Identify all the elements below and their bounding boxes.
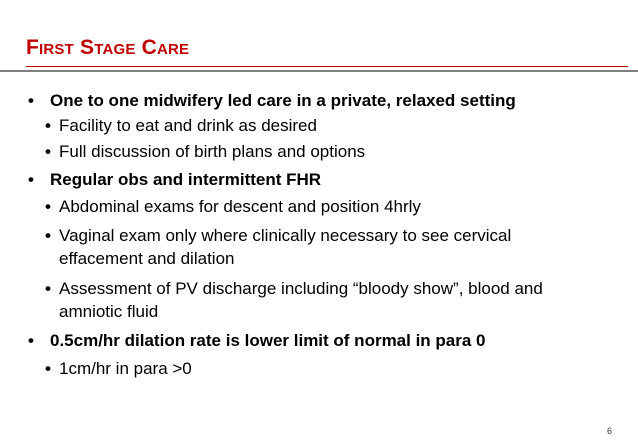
sub-bullet-item [45,115,317,137]
bullet-continuation: effacement and dilation [59,249,235,268]
bullet-text: Abdominal exams for descent and position 4hrly [59,197,421,216]
sub-bullet-item [45,358,192,380]
bullet-continuation: amniotic fluid [59,302,159,321]
slide-title: First Stage Care [26,36,190,59]
bullet-item [28,169,321,191]
bullet-item [28,330,486,352]
bullet-text: 1cm/hr in para >0 [59,359,192,378]
bullet-text: Facility to eat and drink as desired [59,116,317,135]
bullet-dot-icon: • [28,91,34,110]
sub-bullet-item [45,196,421,218]
sub-bullet-item [45,141,365,163]
sub-bullet-item [45,278,543,300]
bullet-text: Full discussion of birth plans and options [59,142,366,161]
bullet-dot-icon: • [45,279,51,298]
bullet-text: Vaginal exam only where clinically necessary to see cervical [59,226,512,245]
bullet-text: Regular obs and intermittent FHR [50,170,322,189]
page-number: 6 [606,426,612,436]
bullet-dot-icon: • [45,197,51,216]
bullet-dot-icon: • [28,170,34,189]
bullet-text: One to one midwifery led care in a private, relaxed setting [50,91,516,110]
bullet-text: Assessment of PV discharge including “bloody show”, blood and [59,279,543,298]
bullet-dot-icon: • [28,331,34,350]
bullet-text: 0.5cm/hr dilation rate is lower limit of normal in para 0 [50,331,486,350]
bullet-item [28,90,516,112]
bullet-dot-icon: • [45,116,51,135]
bullet-dot-icon: • [45,226,51,245]
sub-bullet-item [45,225,511,247]
bullet-dot-icon: • [45,359,51,378]
bullet-dot-icon: • [45,142,51,161]
